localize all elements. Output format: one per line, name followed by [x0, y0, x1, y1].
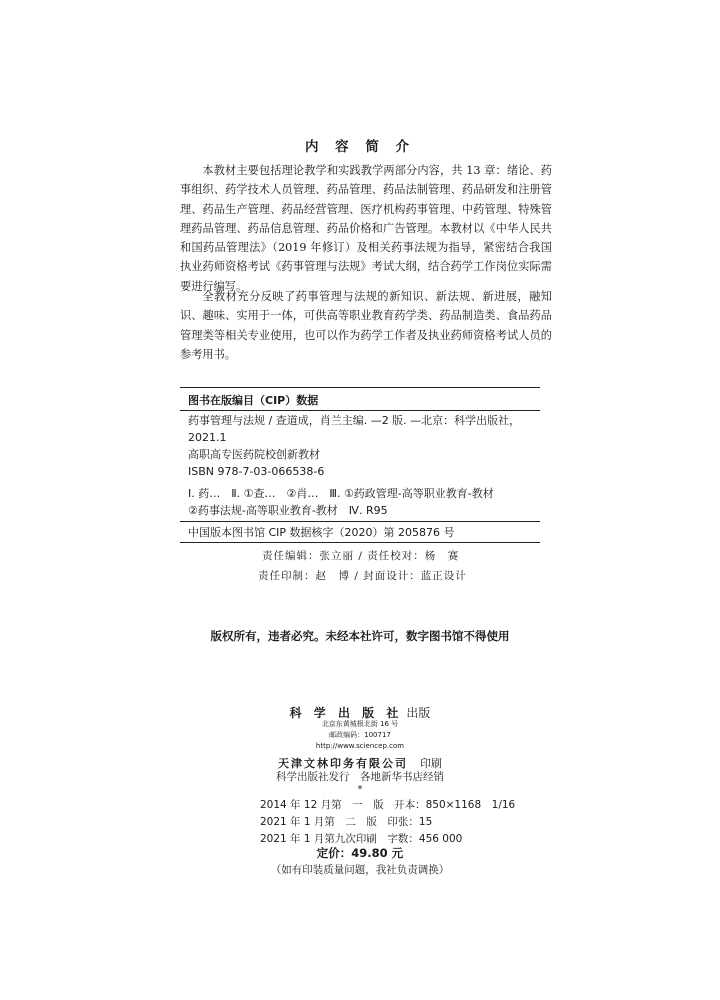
edition-line-2: 2021 年 1 月第 二 版 印张：15 — [260, 816, 433, 828]
copyright-notice: 版权所有，违者必究。未经本社许可，数字图书馆不得使用 — [210, 629, 510, 643]
distribution-line: 科学出版社发行 各地新华书店经销 — [276, 771, 444, 783]
summary-paragraph-2: 全教材充分反映了药事管理与法规的新知识、新法规、新进展，融知识、趣味、实用于一体，可供高等职业教育药学类、药品制造类、食品药品管理类等相关专业使用，也可以作为药学工作者及执业药师资格考试人员的参考用书。 — [180, 290, 552, 361]
summary-title: 内 容 简 介 — [304, 139, 416, 155]
printer-suffix: 印刷 — [420, 757, 442, 770]
edition-line-1: 2014 年 12 月第 一 版 开本：850×1168 1/16 — [260, 799, 516, 811]
cip-heading: 图书在版编目（CIP）数据 — [188, 394, 319, 407]
cip-bottom-rule — [180, 542, 540, 543]
production-credits: 责任印制：赵 博 / 封面设计：蓝正设计 — [258, 570, 467, 582]
price: 定价：49.80 元 — [316, 846, 404, 860]
printer-name: 天津文林印务有限公司 — [278, 757, 408, 770]
cip-line: 药事管理与法规 / 查道成，肖兰主编. —2 版. —北京：科学出版社， — [188, 414, 521, 427]
quality-note: （如有印装质量问题，我社负责调换） — [270, 864, 450, 876]
cip-footer-rule — [180, 521, 540, 522]
cip-top-rule — [180, 387, 540, 388]
cip-line: Ⅰ. 药… Ⅱ. ①查… ②肖… Ⅲ. ①药政管理-高等职业教育-教材 — [188, 487, 494, 500]
publisher-postcode: 邮政编码：100717 — [329, 731, 391, 739]
cip-data-number: 中国版本图书馆 CIP 数据核字（2020）第 205876 号 — [188, 526, 455, 539]
cip-line: 高职高专医药院校创新教材 — [188, 448, 320, 461]
publisher-address: 北京东黄城根北街 16 号 — [321, 720, 399, 728]
cip-line: ISBN 978-7-03-066538-6 — [188, 465, 325, 478]
summary-paragraph-1: 本教材主要包括理论教学和实践教学两部分内容，共 13 章：绪论、药事组织、药学技术人员管理、药品管理、药品法制管理、药品研发和注册管理、药品生产管理、药品经营管理、医疗机构药事管理、中药管理、特殊管理药品管理、药品信息管理、药品价格和广告管理。本教材以《中华人民共和国药品管理法》（2019 年修订）及相关药事法规为指导，紧密结合我国执业药师资格考试《药事管理与法规》考试大纲，结合药学工作岗位实际需要进行编写。 — [180, 164, 552, 293]
editor-credits: 责任编辑：张立丽 / 责任校对：杨 赛 — [262, 550, 460, 562]
publisher-name: 科 学 出 版 社 — [289, 706, 403, 720]
cip-heading-rule — [180, 410, 540, 411]
cip-line: 2021.1 — [188, 431, 227, 444]
separator-star: * — [357, 784, 363, 795]
publisher-url: http://www.sciencep.com — [315, 742, 405, 750]
cip-line: ②药事法规-高等职业教育-教材 Ⅳ. R95 — [188, 504, 388, 517]
publisher-suffix: 出版 — [406, 706, 431, 720]
edition-line-3: 2021 年 1 月第九次印刷 字数：456 000 — [260, 833, 463, 845]
